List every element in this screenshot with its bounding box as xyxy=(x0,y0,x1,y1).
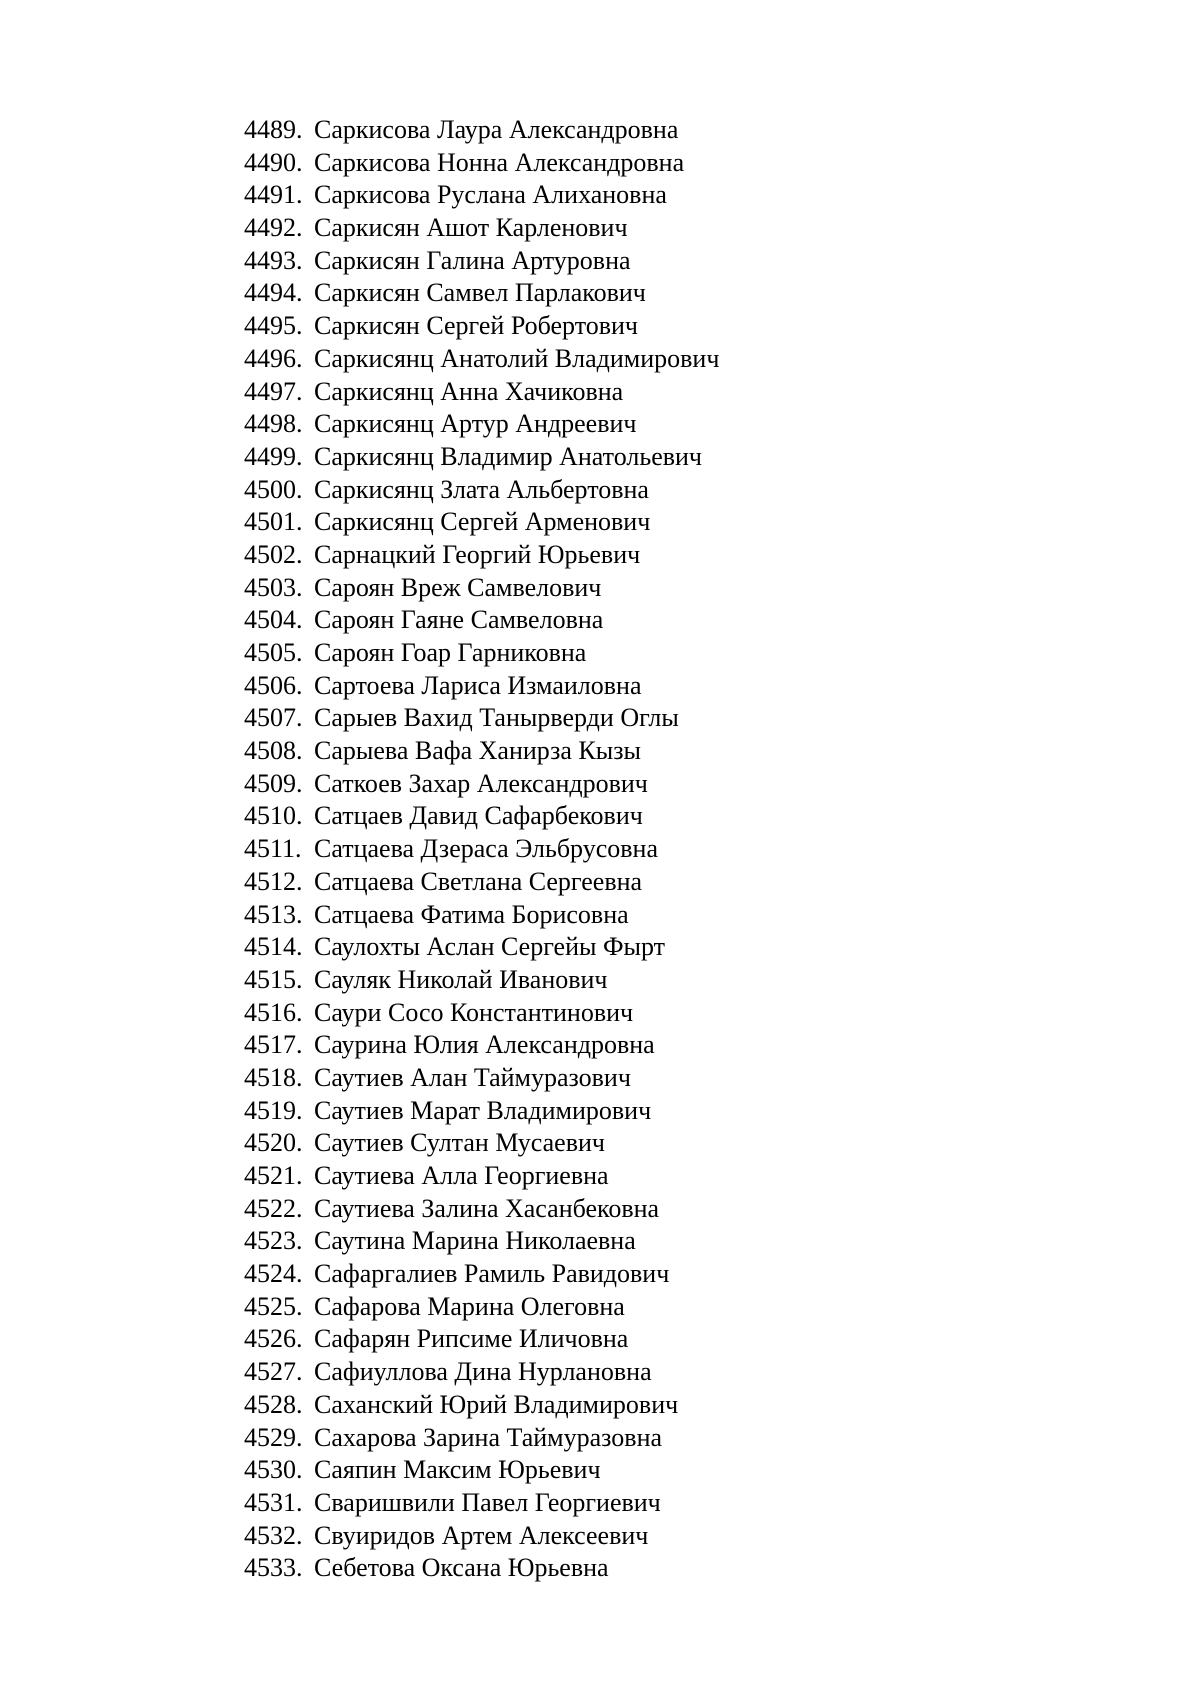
entry-number: 4503. xyxy=(244,572,303,602)
entry-number: 4522. xyxy=(244,1193,303,1223)
name-list xyxy=(244,114,719,1585)
list-item xyxy=(244,343,719,376)
list-item xyxy=(244,702,719,735)
entry-number: 4513. xyxy=(244,899,303,929)
list-item xyxy=(244,1389,719,1422)
entry-name: Сауляк Николай Иванович xyxy=(314,964,608,994)
entry-number: 4529. xyxy=(244,1422,303,1452)
entry-number: 4504. xyxy=(244,605,303,635)
entry-name: Сафаргалиев Рамиль Равидович xyxy=(314,1259,670,1289)
entry-name: Сароян Вреж Самвелович xyxy=(314,572,602,602)
entry-name: Саркисянц Владимир Анатольевич xyxy=(314,441,702,471)
list-item xyxy=(244,670,719,703)
entry-name: Саркисян Сергей Робертович xyxy=(314,311,638,341)
entry-number: 4521. xyxy=(244,1161,303,1190)
entry-number: 4511. xyxy=(244,834,302,864)
list-item xyxy=(244,768,719,801)
entry-name: Саркисянц Анна Хачиковна xyxy=(314,376,624,406)
list-item xyxy=(244,376,719,409)
entry-number: 4508. xyxy=(244,736,303,766)
entry-number: 4507. xyxy=(244,703,303,733)
entry-name: Сафарян Рипсиме Иличовна xyxy=(314,1324,629,1354)
entry-number: 4517. xyxy=(244,1030,303,1060)
entry-name: Сафиуллова Дина Нурлановна xyxy=(314,1357,652,1387)
entry-name: Сафарова Марина Олеговна xyxy=(314,1291,625,1321)
list-item xyxy=(244,637,719,670)
entry-name: Саркисянц Сергей Арменович xyxy=(314,507,651,537)
list-item xyxy=(244,441,719,474)
entry-name: Сарыев Вахид Танырверди Оглы xyxy=(314,703,679,733)
entry-number: 4519. xyxy=(244,1095,303,1125)
entry-name: Саяпин Максим Юрьевич xyxy=(314,1455,601,1485)
entry-number: 4512. xyxy=(244,866,303,896)
entry-number: 4530. xyxy=(244,1455,303,1485)
entry-number: 4525. xyxy=(244,1291,303,1321)
list-item xyxy=(244,1291,719,1324)
list-item xyxy=(244,539,719,572)
entry-name: Сароян Гоар Гарниковна xyxy=(314,638,587,667)
entry-name: Саханский Юрий Владимирович xyxy=(314,1389,679,1419)
entry-name: Сатцаева Фатима Борисовна xyxy=(314,899,629,929)
entry-number: 4515. xyxy=(244,964,303,994)
list-item xyxy=(244,1520,719,1553)
list-item xyxy=(244,1454,719,1487)
list-item xyxy=(244,1193,719,1226)
list-item xyxy=(244,114,719,147)
entry-number: 4500. xyxy=(244,474,303,504)
list-item xyxy=(244,1225,719,1258)
entry-name: Саутиев Алан Таймуразович xyxy=(314,1062,631,1092)
entry-number: 4514. xyxy=(244,932,303,962)
entry-number: 4509. xyxy=(244,768,303,798)
list-item xyxy=(244,1062,719,1095)
entry-name: Сарыева Вафа Ханирза Кызы xyxy=(314,736,641,766)
entry-name: Саркисянц Анатолий Владимирович xyxy=(314,343,720,373)
entry-number: 4528. xyxy=(244,1389,303,1419)
list-item xyxy=(244,1487,719,1520)
list-item xyxy=(244,408,719,441)
list-item xyxy=(244,833,719,866)
entry-name: Сартоева Лариса Измаиловна xyxy=(314,670,642,700)
list-item xyxy=(244,1127,719,1160)
entry-name: Саркисянц Злата Альбертовна xyxy=(314,474,649,504)
entry-name: Себетова Оксана Юрьевна xyxy=(314,1553,609,1583)
list-item xyxy=(244,1029,719,1062)
entry-name: Саулохты Аслан Сергейы Фырт xyxy=(314,932,665,962)
list-item xyxy=(244,1552,719,1585)
entry-name: Саутиев Марат Владимирович xyxy=(314,1095,652,1125)
entry-number: 4493. xyxy=(244,245,303,275)
entry-name: Сатцаев Давид Сафарбекович xyxy=(314,801,643,831)
list-item xyxy=(244,604,719,637)
entry-name: Саркисова Лаура Александровна xyxy=(314,115,679,144)
list-item xyxy=(244,1258,719,1291)
entry-number: 4497. xyxy=(244,376,303,406)
entry-number: 4502. xyxy=(244,539,303,569)
list-item xyxy=(244,1323,719,1356)
list-item xyxy=(244,147,719,180)
entry-name: Сароян Гаяне Самвеловна xyxy=(314,605,604,635)
entry-name: Саутиев Султан Мусаевич xyxy=(314,1128,605,1158)
list-item xyxy=(244,1095,719,1128)
list-item xyxy=(244,179,719,212)
list-item xyxy=(244,1356,719,1389)
entry-name: Саркисова Нонна Александровна xyxy=(314,147,685,177)
list-item xyxy=(244,310,719,343)
entry-number: 4492. xyxy=(244,213,303,243)
list-item xyxy=(244,800,719,833)
entry-name: Сарнацкий Георгий Юрьевич xyxy=(314,539,641,569)
entry-number: 4490. xyxy=(244,147,303,177)
entry-number: 4532. xyxy=(244,1520,303,1550)
entry-number: 4491. xyxy=(244,180,303,210)
list-item xyxy=(244,1160,719,1193)
entry-number: 4520. xyxy=(244,1128,303,1158)
list-item xyxy=(244,277,719,310)
entry-number: 4518. xyxy=(244,1062,303,1092)
entry-number: 4506. xyxy=(244,670,303,700)
entry-number: 4526. xyxy=(244,1324,303,1354)
list-item xyxy=(244,997,719,1030)
entry-name: Саутиева Залина Хасанбековна xyxy=(314,1193,660,1223)
entry-number: 4516. xyxy=(244,997,303,1027)
entry-name: Саркисян Галина Артуровна xyxy=(314,245,631,275)
entry-number: 4501. xyxy=(244,507,303,537)
entry-number: 4533. xyxy=(244,1553,303,1583)
entry-number: 4496. xyxy=(244,343,303,373)
entry-number: 4523. xyxy=(244,1226,303,1256)
list-item xyxy=(244,474,719,507)
entry-name: Саурина Юлия Александровна xyxy=(314,1030,655,1060)
entry-name: Свуиридов Артем Алексеевич xyxy=(314,1520,649,1550)
entry-number: 4505. xyxy=(244,638,303,667)
list-item xyxy=(244,964,719,997)
entry-name: Саури Сосо Константинович xyxy=(314,997,634,1027)
list-item xyxy=(244,735,719,768)
list-item xyxy=(244,506,719,539)
entry-number: 4489. xyxy=(244,115,303,144)
entry-name: Саркисян Самвел Парлакович xyxy=(314,278,646,308)
list-item xyxy=(244,866,719,899)
entry-name: Сахарова Зарина Таймуразовна xyxy=(314,1422,663,1452)
entry-number: 4495. xyxy=(244,311,303,341)
entry-name: Саркисян Ашот Карленович xyxy=(314,213,628,243)
entry-name: Саркисянц Артур Андреевич xyxy=(314,409,637,439)
entry-number: 4494. xyxy=(244,278,303,308)
entry-number: 4510. xyxy=(244,801,303,831)
list-item xyxy=(244,572,719,605)
list-item xyxy=(244,1422,719,1455)
entry-name: Саткоев Захар Александрович xyxy=(314,768,648,798)
entry-name: Саутиева Алла Георгиевна xyxy=(314,1161,609,1190)
list-item xyxy=(244,931,719,964)
entry-name: Саркисова Руслана Алихановна xyxy=(314,180,667,210)
entry-number: 4499. xyxy=(244,441,303,471)
entry-number: 4498. xyxy=(244,409,303,439)
entry-name: Сваришвили Павел Георгиевич xyxy=(314,1487,661,1517)
list-item xyxy=(244,212,719,245)
list-item xyxy=(244,245,719,278)
entry-number: 4524. xyxy=(244,1259,303,1289)
entry-number: 4531. xyxy=(244,1487,303,1517)
entry-name: Сатцаева Дзераса Эльбрусовна xyxy=(314,834,658,864)
entry-name: Саутина Марина Николаевна xyxy=(314,1226,636,1256)
entry-number: 4527. xyxy=(244,1357,303,1387)
list-item xyxy=(244,899,719,932)
entry-name: Сатцаева Светлана Сергеевна xyxy=(314,866,643,896)
